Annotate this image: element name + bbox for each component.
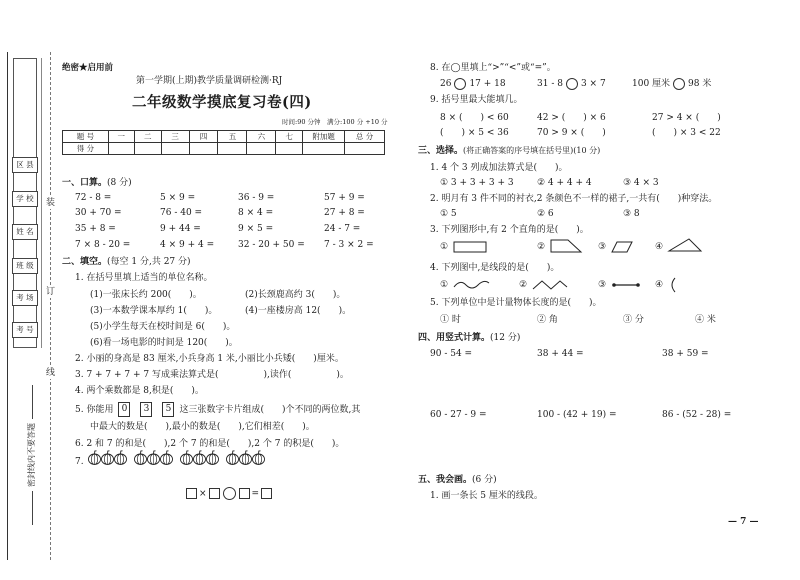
score-cell (134, 143, 161, 155)
field-class: 班 级 (12, 258, 38, 274)
wavy-line-icon (453, 279, 489, 291)
fill-question-4: 4. 两个乘数都是 8,积是( )。 (75, 386, 204, 396)
score-row-label: 得 分 (63, 143, 109, 155)
pumpkin-groups (88, 449, 272, 465)
compare-left: 100 厘米 (632, 79, 671, 89)
parallelogram-icon (611, 241, 633, 253)
fill-q7-label: 7. (75, 457, 84, 467)
digit-card: 5 (162, 402, 174, 417)
operator-circle (223, 487, 236, 500)
inequality-item: 70 > 9 × ( ) (537, 128, 606, 138)
pumpkin-icon (193, 450, 206, 465)
score-cell (218, 143, 247, 155)
page-title: 二年级数学摸底复习卷(四) (132, 94, 312, 111)
choice-option-marker: ③ (598, 280, 607, 290)
drawing-question-1: 1. 画一条长 5 厘米的线段。 (430, 491, 543, 501)
section-choice-heading (418, 145, 600, 157)
choice-option: ② 4 + 4 + 4 (537, 178, 592, 188)
page-number: — 7 — (728, 517, 759, 527)
binding-mark-ding: 订 (45, 287, 55, 297)
pumpkin-icon (226, 450, 239, 465)
score-header-cell: 四 (189, 131, 218, 143)
field-name: 姓 名 (12, 224, 38, 240)
fill-question-5 (75, 402, 360, 417)
pumpkin-group (226, 450, 265, 465)
vertical-problem: 38 + 59 = (662, 349, 709, 359)
fill-q1-item: (1)一张床长约 200( )。 (90, 290, 202, 300)
choice-option: ③ 分 (623, 315, 644, 325)
pumpkin-icon (101, 450, 114, 465)
section-oral-heading (62, 177, 132, 189)
margin-outer-line (7, 52, 8, 560)
oral-problem: 35 + 8 = (75, 224, 116, 234)
score-table-header-row (63, 131, 385, 143)
score-cell (108, 143, 134, 155)
section-drawing-heading (418, 474, 497, 486)
compare-right: 98 米 (688, 79, 712, 89)
pumpkin-group (180, 450, 219, 465)
section-vertical-title: 四、用竖式计算。 (418, 333, 491, 343)
oral-problem: 5 × 9 = (160, 193, 196, 203)
fill-question-8: 8. 在◯里填上“>”“<”或“=”。 (430, 63, 556, 73)
score-cell (161, 143, 189, 155)
compare-item (440, 78, 506, 90)
score-cell (247, 143, 276, 155)
q7-equation (186, 487, 272, 500)
score-header-cell: 二 (134, 131, 161, 143)
fill-q1-item: (3)一本数学课本厚约 1( )。 (90, 306, 218, 316)
triangle-icon (668, 238, 702, 252)
score-header-cell: 三 (161, 131, 189, 143)
section-fill-title: 二、填空。 (62, 257, 108, 267)
choice-question-3: 3. 下列图形中,有 2 个直角的是( )。 (430, 225, 589, 235)
digit-card: 0 (118, 402, 130, 417)
compare-left: 26 (440, 79, 452, 89)
inequality-item: 27 > 4 × ( ) (652, 113, 721, 123)
oral-problem: 72 - 8 = (75, 193, 112, 203)
inequality-item: 42 > ( ) × 6 (537, 113, 606, 123)
line-segment-icon (611, 280, 641, 290)
arc-icon (668, 277, 678, 293)
choice-option: ① 5 (440, 209, 457, 219)
times-sign: × (199, 488, 207, 499)
seal-notice (26, 385, 38, 525)
seal-notice-text: 密封线内不要答题 (27, 423, 36, 487)
oral-problem: 8 × 4 = (238, 208, 274, 218)
oral-problem: 9 + 44 = (160, 224, 201, 234)
fill-q5-suffix: 这三张数字卡片组成( )个不同的两位数,其 (179, 404, 361, 415)
margin-inner-line (41, 58, 42, 348)
oral-problem: 27 + 8 = (324, 208, 365, 218)
score-table-score-row (63, 143, 385, 155)
fill-q1-item: (6)看一场电影的时间是 120( )。 (90, 338, 238, 348)
fill-question-2: 2. 小丽的身高是 83 厘米,小兵身高 1 米,小丽比小兵矮( )厘米。 (75, 354, 344, 364)
oral-problem: 57 + 9 = (324, 193, 365, 203)
choice-option: ③ 4 × 3 (623, 178, 659, 188)
compare-item (537, 78, 606, 90)
fill-q5-prefix: 5. 你能用 (75, 404, 114, 415)
choice-option: ② 角 (537, 315, 558, 325)
right-trapezoid-icon (550, 239, 582, 253)
oral-problem: 7 - 3 × 2 = (324, 240, 374, 250)
pumpkin-icon (88, 450, 101, 465)
choice-option-marker: ③ (598, 242, 607, 252)
compare-circle (566, 78, 578, 90)
oral-problem: 24 - 7 = (324, 224, 361, 234)
oral-problem: 36 - 9 = (238, 193, 275, 203)
secret-label: 绝密★启用前 (62, 63, 114, 73)
choice-question-4: 4. 下列图中,是线段的是( )。 (430, 263, 560, 273)
vertical-problem: 60 - 27 - 9 = (430, 410, 487, 420)
inequality-item: 8 × ( ) < 60 (440, 113, 509, 123)
pumpkin-icon (147, 450, 160, 465)
section-fill-note: (每空 1 分,共 27 分) (107, 257, 191, 267)
pumpkin-icon (206, 450, 219, 465)
answer-box (239, 488, 250, 499)
section-fill-heading (62, 256, 191, 268)
fill-q1-item: (5)小学生每天在校时间是 6( )。 (90, 322, 236, 332)
score-header-cell: 总 分 (345, 131, 385, 143)
exam-subtitle: 第一学期(上期)教学质量调研检测·RJ (136, 76, 283, 86)
section-drawing-title: 五、我会画。 (418, 475, 473, 485)
answer-box (209, 488, 220, 499)
pumpkin-group (134, 450, 173, 465)
choice-option: ② 6 (537, 209, 554, 219)
pumpkin-icon (239, 450, 252, 465)
fill-question-6: 6. 2 和 7 的和是( ),2 个 7 的和是( ),2 个 7 的积是( )。 (75, 439, 345, 449)
time-info: 时间:90 分钟 满分:100 分 +10 分 (282, 118, 388, 126)
score-cell (189, 143, 218, 155)
vertical-problem: 100 - (42 + 19) = (537, 410, 617, 420)
choice-option: ① 3 + 3 + 3 + 3 (440, 178, 514, 188)
pumpkin-group (88, 450, 127, 465)
score-cell (276, 143, 303, 155)
score-header-cell: 六 (247, 131, 276, 143)
fill-q5-line2: 中最大的数是( ),最小的数是( ),它们相差( )。 (90, 422, 315, 432)
oral-problem: 30 + 70 = (75, 208, 122, 218)
field-school: 学 校 (12, 191, 38, 207)
choice-option: ④ 米 (695, 315, 716, 325)
section-choice-note: (将正确答案的序号填在括号里)(10 分) (463, 146, 601, 155)
choice-option-marker: ① (440, 242, 449, 252)
compare-circle (454, 78, 466, 90)
oral-problem: 9 × 5 = (238, 224, 274, 234)
oral-problem: 7 × 8 - 20 = (75, 240, 131, 250)
answer-box (186, 488, 197, 499)
answer-box (261, 488, 272, 499)
pumpkin-icon (160, 450, 173, 465)
fill-question-3: 3. 7 + 7 + 7 + 7 写成乘法算式是( ),读作( )。 (75, 370, 349, 380)
score-header-cell: 五 (218, 131, 247, 143)
compare-circle (673, 78, 685, 90)
inequality-item: ( ) × 3 < 22 (652, 128, 721, 138)
choice-option-marker: ② (519, 280, 528, 290)
section-oral-title: 一、口算。 (62, 178, 108, 188)
choice-option: ① 时 (440, 315, 461, 325)
score-header-cell: 题 号 (63, 131, 109, 143)
choice-question-1: 1. 4 个 3 列成加法算式是( )。 (430, 163, 568, 173)
pumpkin-icon (134, 450, 147, 465)
score-table (62, 130, 385, 155)
compare-item (632, 78, 711, 90)
pumpkin-icon (114, 450, 127, 465)
oral-problem: 4 × 9 + 4 = (160, 240, 215, 250)
fill-q1-item: (4)一座楼房高 12( )。 (245, 306, 352, 316)
fill-question-1: 1. 在括号里填上适当的单位名称。 (75, 273, 213, 283)
choice-option-marker: ④ (655, 242, 664, 252)
vertical-problem: 90 - 54 = (430, 349, 473, 359)
score-header-cell: 七 (276, 131, 303, 143)
field-exam-room: 考 场 (12, 290, 38, 306)
compare-right: 17 + 18 (469, 79, 506, 89)
binding-dashed-line (50, 52, 51, 560)
vertical-problem: 86 - (52 - 28) = (662, 410, 732, 420)
section-drawing-note: (6 分) (472, 475, 497, 485)
choice-option-marker: ② (537, 242, 546, 252)
rectangle-icon (453, 241, 487, 253)
section-choice-title: 三、选择。 (418, 146, 464, 156)
vertical-problem: 38 + 44 = (537, 349, 584, 359)
section-oral-note: (8 分) (107, 178, 132, 188)
section-vertical-note: (12 分) (490, 333, 521, 343)
binding-mark-xian: 线 (45, 368, 55, 378)
section-vertical-heading (418, 332, 520, 344)
zigzag-line-icon (532, 279, 568, 291)
digit-card: 3 (140, 402, 152, 417)
compare-right: 3 × 7 (580, 79, 606, 89)
oral-problem: 76 - 40 = (160, 208, 203, 218)
choice-option-marker: ④ (655, 280, 664, 290)
equals-sign: = (251, 488, 260, 499)
binding-mark-zhuang: 装 (45, 198, 55, 208)
pumpkin-icon (180, 450, 193, 465)
choice-question-5: 5. 下列单位中是计量物体长度的是( )。 (430, 298, 602, 308)
inequality-item: ( ) × 5 < 36 (440, 128, 509, 138)
field-exam-number: 考 号 (12, 322, 38, 338)
oral-problem: 32 - 20 + 50 = (238, 240, 305, 250)
choice-option: ③ 8 (623, 209, 640, 219)
fill-q1-item: (2)长颈鹿高约 3( )。 (245, 290, 346, 300)
choice-option-marker: ① (440, 280, 449, 290)
score-cell (303, 143, 345, 155)
pumpkin-icon (252, 450, 265, 465)
score-header-cell: 附加题 (303, 131, 345, 143)
score-cell (345, 143, 385, 155)
score-header-cell: 一 (108, 131, 134, 143)
compare-left: 31 - 8 (537, 79, 563, 89)
field-district: 区 县 (12, 157, 38, 173)
choice-question-2: 2. 明月有 3 件不同的衬衣,2 条颜色不一样的裙子,一共有( )种穿法。 (430, 194, 718, 204)
fill-question-9: 9. 括号里最大能填几。 (430, 95, 523, 105)
